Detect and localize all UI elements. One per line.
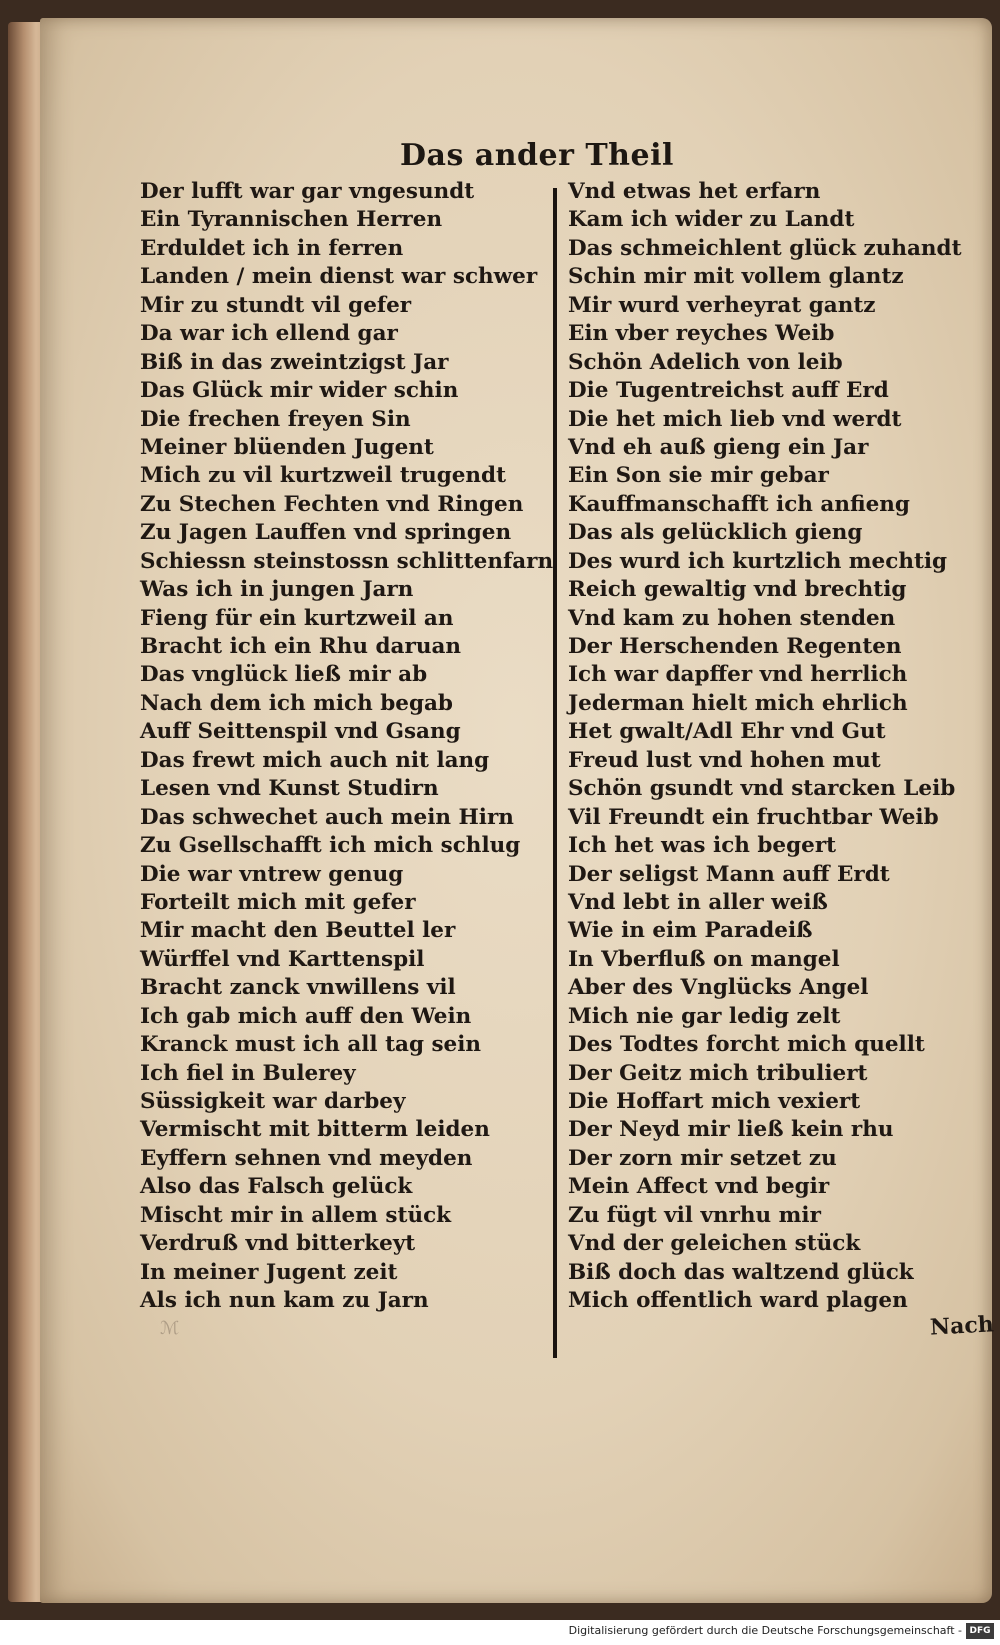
verse-line: Mich nie gar ledig zelt bbox=[568, 1003, 841, 1029]
footer-credit: Digitalisierung gefördert durch die Deutsche Forschungsgemeinschaft - bbox=[568, 1624, 962, 1637]
running-head: Das ander Theil bbox=[400, 138, 674, 173]
verse-line: Mich zu vil kurtzweil trugendt bbox=[140, 463, 507, 489]
verse-line: Ein Tyrannischen Herren bbox=[140, 207, 443, 233]
verse-line: Das Glück mir wider schin bbox=[140, 378, 459, 404]
verse-line: Ich gab mich auff den Wein bbox=[140, 1003, 472, 1029]
right-verse-column bbox=[568, 178, 962, 1316]
verse-line: Zu Jagen Lauffen vnd springen bbox=[140, 520, 512, 546]
verse-line: Ein vber reyches Weib bbox=[568, 321, 835, 347]
verse-line: Der zorn mir setzet zu bbox=[568, 1145, 837, 1171]
verse-line: Die war vntrew genug bbox=[140, 861, 404, 887]
verse-line: Kam ich wider zu Landt bbox=[568, 207, 855, 233]
verse-line: Ein Son sie mir gebar bbox=[568, 463, 829, 489]
verse-line: Het gwalt/Adl Ehr vnd Gut bbox=[568, 719, 886, 745]
verse-line: Die Hoffart mich vexiert bbox=[568, 1089, 861, 1114]
verse-line: Vnd kam zu hohen stenden bbox=[568, 605, 896, 631]
verse-line: Vnd der geleichen stück bbox=[568, 1231, 861, 1257]
verse-line: Das frewt mich auch nit lang bbox=[140, 747, 490, 773]
verse-line: Zu fügt vil vnrhu mir bbox=[568, 1202, 821, 1228]
verse-line: Mein Affect vnd begir bbox=[568, 1174, 830, 1200]
verse-line: Die frechen freyen Sin bbox=[140, 406, 411, 432]
left-verse-column bbox=[140, 178, 553, 1316]
dfg-logo-icon: DFG bbox=[966, 1623, 994, 1639]
verse-line: Vnd lebt in aller weiß bbox=[568, 889, 828, 915]
verse-line: Der Herschenden Regenten bbox=[568, 634, 902, 659]
verse-line: Mich offentlich ward plagen bbox=[568, 1288, 908, 1314]
verse-line: Das schwechet auch mein Hirn bbox=[140, 804, 514, 830]
verse-line: Nach dem ich mich begab bbox=[140, 690, 453, 716]
verse-line: Jederman hielt mich ehrlich bbox=[568, 690, 908, 716]
verse-line: Die het mich lieb vnd werdt bbox=[568, 406, 902, 432]
verse-line: Süssigkeit war darbey bbox=[140, 1089, 406, 1114]
verse-line: Der seligst Mann auff Erdt bbox=[568, 861, 890, 887]
verse-line: Fieng für ein kurtzweil an bbox=[140, 605, 454, 631]
verse-line: Reich gewaltig vnd brechtig bbox=[568, 577, 907, 603]
verse-line: Vnd eh auß gieng ein Jar bbox=[568, 434, 869, 460]
verse-line: Schön Adelich von leib bbox=[568, 349, 843, 375]
verse-line: Mischt mir in allem stück bbox=[140, 1202, 452, 1228]
signature-mark: ℳ bbox=[160, 1318, 180, 1339]
verse-line: Mir wurd verheyrat gantz bbox=[568, 292, 876, 318]
verse-line: Verdruß vnd bitterkeyt bbox=[140, 1231, 416, 1257]
verse-line: Ich fiel in Bulerey bbox=[140, 1060, 356, 1086]
verse-line: Der lufft war gar vngesundt bbox=[140, 179, 475, 204]
verse-line: Biß doch das waltzend glück bbox=[568, 1259, 914, 1285]
verse-line: Aber des Vnglücks Angel bbox=[568, 975, 869, 1001]
verse-line: Des wurd ich kurtzlich mechtig bbox=[568, 548, 948, 574]
verse-line: Das als gelücklich gieng bbox=[568, 520, 863, 546]
verse-line: Als ich nun kam zu Jarn bbox=[140, 1288, 429, 1314]
verse-line: Also das Falsch gelück bbox=[140, 1174, 413, 1200]
verse-line: Zu Gsellschafft ich mich schlug bbox=[140, 833, 521, 859]
verse-line: Auff Seittenspil vnd Gsang bbox=[140, 719, 461, 745]
verse-line: Schön gsundt vnd starcken Leib bbox=[568, 776, 956, 802]
verse-line: Die Tugentreichst auff Erd bbox=[568, 378, 889, 404]
verse-line: Schiessn steinstossn schlittenfarn bbox=[140, 548, 554, 574]
verse-line: Bracht ich ein Rhu daruan bbox=[140, 634, 462, 659]
verse-line: Zu Stechen Fechten vnd Ringen bbox=[140, 491, 524, 517]
verse-line: Kranck must ich all tag sein bbox=[140, 1032, 482, 1058]
verse-line: Schin mir mit vollem glantz bbox=[568, 264, 904, 290]
verse-line: Vermischt mit bitterm leiden bbox=[140, 1117, 490, 1143]
verse-line: Das vnglück ließ mir ab bbox=[140, 662, 428, 688]
verse-line: Lesen vnd Kunst Studirn bbox=[140, 776, 439, 802]
verse-line: Was ich in jungen Jarn bbox=[140, 577, 414, 603]
verse-line: In meiner Jugent zeit bbox=[140, 1259, 398, 1285]
verse-line: Würffel vnd Karttenspil bbox=[140, 946, 425, 972]
catchword: Nach bbox=[929, 1311, 995, 1341]
verse-line: Eyffern sehnen vnd meyden bbox=[140, 1145, 473, 1171]
verse-line: Vnd etwas het erfarn bbox=[568, 179, 821, 204]
verse-line: Ich het was ich begert bbox=[568, 833, 837, 859]
verse-line: Der Neyd mir ließ kein rhu bbox=[568, 1117, 894, 1143]
verse-line: Freud lust vnd hohen mut bbox=[568, 747, 881, 773]
verse-line: Meiner blüenden Jugent bbox=[140, 434, 434, 460]
verse-line: Da war ich ellend gar bbox=[140, 321, 398, 347]
column-divider-rule bbox=[553, 188, 557, 1358]
verse-line: Biß in das zweintzigst Jar bbox=[140, 349, 449, 375]
verse-line: Das schmeichlent glück zuhandt bbox=[568, 235, 962, 261]
verse-line: Landen / mein dienst war schwer bbox=[140, 264, 538, 290]
verse-line: Der Geitz mich tribuliert bbox=[568, 1060, 868, 1086]
verse-line: Forteilt mich mit gefer bbox=[140, 889, 416, 915]
verse-line: Kauffmanschafft ich anfieng bbox=[568, 491, 910, 517]
verse-line: Erduldet ich in ferren bbox=[140, 235, 404, 261]
verse-line: Ich war dapffer vnd herrlich bbox=[568, 662, 908, 688]
verse-line: Mir zu stundt vil gefer bbox=[140, 292, 412, 318]
verse-line: Wie in eim Paradeiß bbox=[568, 918, 813, 944]
verse-line: Bracht zanck vnwillens vil bbox=[140, 975, 456, 1001]
verse-line: Vil Freundt ein fruchtbar Weib bbox=[568, 804, 939, 830]
verse-line: Des Todtes forcht mich quellt bbox=[568, 1032, 925, 1058]
verse-line: Mir macht den Beuttel ler bbox=[140, 918, 456, 944]
footer-bar bbox=[0, 1620, 1000, 1645]
verse-line: In Vberfluß on mangel bbox=[568, 946, 840, 972]
